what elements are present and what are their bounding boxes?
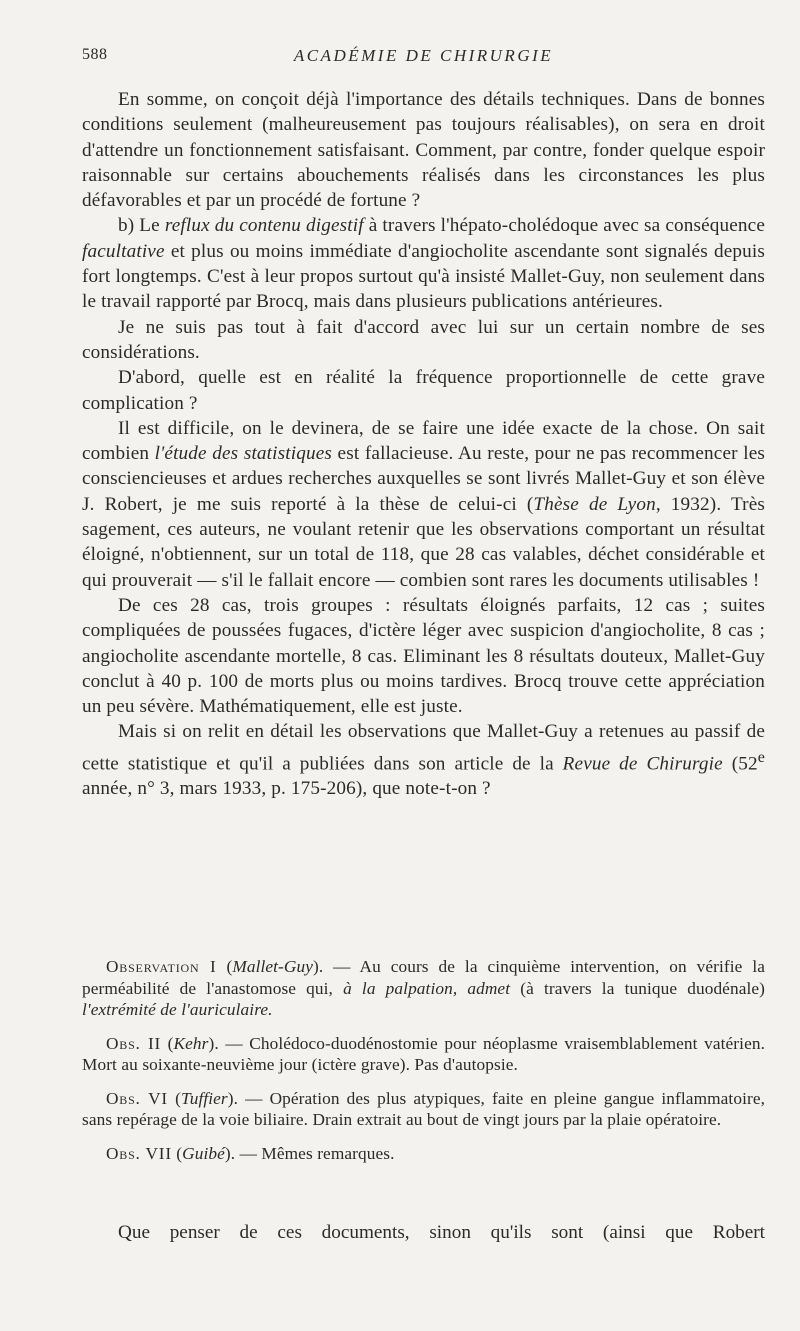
running-title: ACADÉMIE DE CHIRURGIE	[293, 46, 554, 65]
observation-2: Obs. II (Kehr). — Cholédoco-duodénostomie pour néoplasme vraisemblablement vatérien. Mort au soixante-neuvième jour (ictère grave). Pas d'autopsie.	[82, 1033, 765, 1074]
body-text	[82, 87, 765, 802]
closing-line	[82, 1220, 765, 1245]
paragraph: D'abord, quelle est en réalité la fréquence proportionnelle de cette grave complication ?	[82, 367, 765, 414]
paragraph-closing: Que penser de ces documents, sinon qu'ils sont (ainsi que Robert	[118, 1222, 765, 1243]
observations	[82, 956, 765, 1176]
running-head	[82, 46, 765, 74]
observation-6: Obs. VI (Tuffier). — Opération des plus atypiques, faite en pleine gangue inflammatoire, sans repérage de la voie biliaire. Drain extrait au bout de vingt jours par la plaie opératoire.	[82, 1088, 766, 1129]
page-number: 588	[82, 46, 108, 63]
observation-1: Observation I (Mallet-Guy). — Au cours de la cinquième intervention, on vérifie la perméabilité de l'anastomose qui, à la palpation, admet (à travers la tunique duodénale) l'extrémité de l'auriculaire.	[82, 957, 765, 1019]
paragraph: b) Le reflux du contenu digestif à travers l'hépato-cholédoque avec sa conséquence facultative et plus ou moins immédiate d'angiocholite ascendante sont signalés depuis fort longtemps. C'est à leur propos surtout qu'à insisté Mallet-Guy, non seulement dans le travail rapporté par Brocq, mais dans plusieurs publications antérieures.	[82, 215, 765, 313]
observation-7: Obs. VII (Guibé). — Mêmes remarques.	[106, 1143, 395, 1163]
paragraph: De ces 28 cas, trois groupes : résultats éloignés parfaits, 12 cas ; suites compliquées de poussées fugaces, d'ictère léger avec suspicion d'angiocholite, 8 cas ; angiocholite ascendante mortelle, 8 cas. Eliminant les 8 résultats douteux, Mallet-Guy conclut à 40 p. 100 de morts plus ou moins tardives. Brocq trouve cette appréciation un peu sévère. Mathématiquement, elle est juste.	[82, 594, 765, 718]
paragraph: Je ne suis pas tout à fait d'accord avec lui sur un certain nombre de ses considérations.	[82, 316, 765, 363]
paragraph: Il est difficile, on le devinera, de se faire une idée exacte de la chose. On sait combien l'étude des statistiques est fallacieuse. Au reste, pour ne pas recommencer les consciencieuses et ardues recherches auxquelles se sont livrés Mallet-Guy et son élève J. Robert, je me suis reporté à la thèse de celui-ci (Thèse de Lyon, 1932). Très sagement, ces auteurs, ne voulant retenir que les observations comportant un résultat éloigné, n'obtiennent, sur un total de 118, que 28 cas valables, déchet considérable et qui prouverait — s'il le fallait encore — combien sont rares les documents utilisables !	[82, 417, 765, 591]
paragraph: En somme, on conçoit déjà l'importance des détails techniques. Dans de bonnes conditions seulement (malheureusement pas toujours réalisables), on sera en droit d'attendre un fonctionnement satisfaisant. Comment, par contre, fonder quelque espoir raisonnable sur certains abouchements réalisés dans les circonstances les plus défavorables et par un procédé de fortune ?	[82, 89, 765, 212]
paragraph: Mais si on relit en détail les observations que Mallet-Guy a retenues au passif de cette statistique et qu'il a publiées dans son article de la Revue de Chirurgie (52e année, n° 3, mars 1933, p. 175-206), que note-t-on ?	[82, 721, 765, 800]
